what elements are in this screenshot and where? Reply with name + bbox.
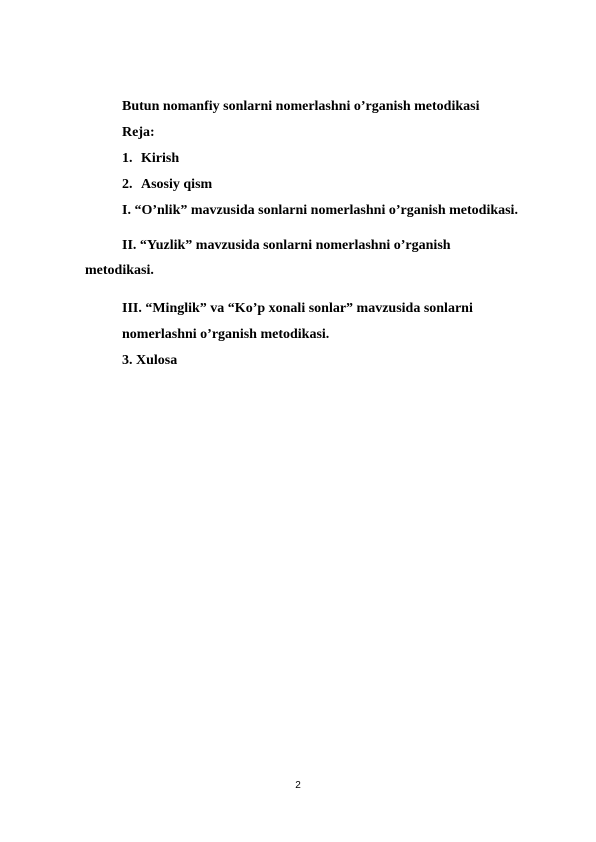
section-2-heading-line-1: II. “Yuzlik” mavzusida sonlarni nomerlashni o’rganish bbox=[122, 238, 451, 253]
conclusion-item: 3. Xulosa bbox=[122, 353, 178, 368]
section-3-heading-line-2: nomerlashni o’rganish metodikasi. bbox=[122, 327, 330, 342]
plan-item-number: 1. bbox=[122, 151, 133, 166]
plan-item-main-part bbox=[122, 177, 212, 193]
plan-item-introduction bbox=[122, 151, 179, 167]
section-3-heading-line-1: III. “Minglik” va “Ko’p xonali sonlar” mavzusida sonlarni bbox=[122, 301, 473, 316]
plan-item-number: 2. bbox=[122, 177, 133, 192]
plan-label: Reja: bbox=[122, 125, 155, 140]
plan-item-text: Kirish bbox=[141, 151, 180, 166]
page-number: 2 bbox=[295, 780, 301, 791]
section-1-heading: I. “O’nlik” mavzusida sonlarni nomerlashni o’rganish metodikasi. bbox=[122, 203, 518, 218]
document-title: Butun nomanfiy sonlarni nomerlashni o’rganish metodikasi bbox=[122, 99, 480, 114]
section-2-heading-line-2: metodikasi. bbox=[85, 263, 154, 278]
plan-item-text: Asosiy qism bbox=[141, 177, 213, 192]
